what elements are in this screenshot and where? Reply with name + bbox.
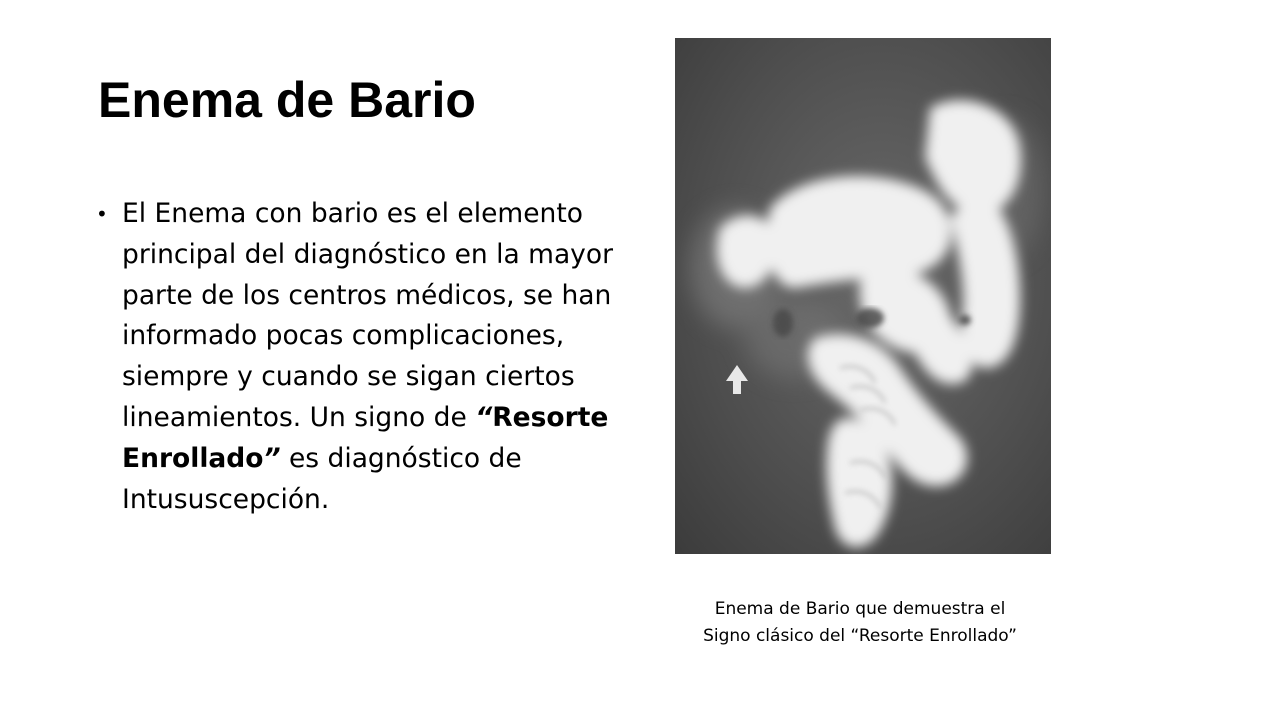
figure-caption <box>640 596 1080 650</box>
bullet-item <box>96 194 636 520</box>
bullet-dot-icon: • <box>96 202 108 226</box>
caption-line-1: Enema de Bario que demuestra el <box>714 599 1006 619</box>
bullet-text-outro: es diagnóstico de Intususcepción. <box>122 442 522 515</box>
bullet-quote-open: “ <box>475 401 493 433</box>
bullet-quote-close: ” <box>263 442 281 474</box>
bullet-text <box>122 194 636 520</box>
slide-title: Enema de Bario <box>98 72 476 128</box>
barium-enema-xray-image <box>675 38 1051 554</box>
bullet-text-intro: El Enema con bario es el elemento principal del diagnóstico en la mayor parte de los centros médicos, se han informado pocas complicaciones, siempre y cuando se sigan ciertos lineamientos. Un signo de <box>122 198 613 433</box>
bullet-highlight: Resorte Enrollado <box>122 401 609 474</box>
caption-line-2: Signo clásico del “Resorte Enrollado” <box>703 626 1017 646</box>
